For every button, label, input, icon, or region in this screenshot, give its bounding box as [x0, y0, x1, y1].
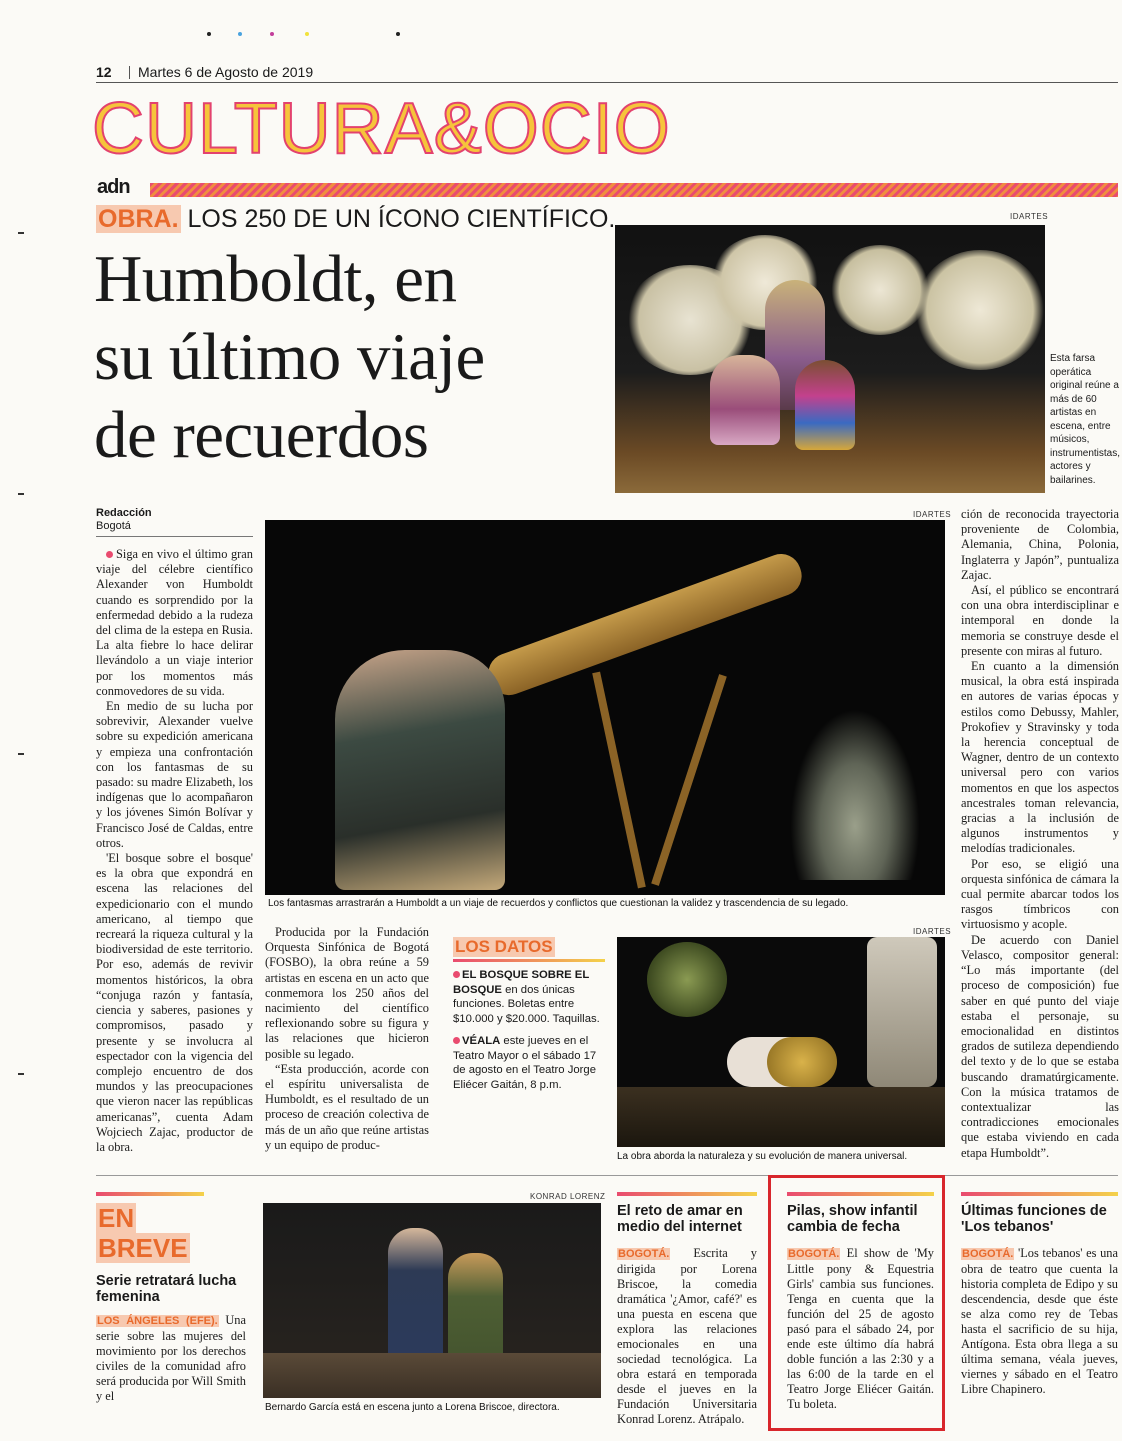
- article-column-1: [96, 547, 253, 1155]
- telescope-prop: [483, 548, 807, 700]
- margin-mark: [18, 493, 24, 495]
- byline: [96, 507, 152, 533]
- article-paragraph: Producida por la Fundación Orquesta Sinfónica de Bogotá (FOSBO), la obra reúne a 59 artistas en escena en un acto que conmemora los 250 años del nacimiento del científico reflexionando sobre su figura y las relaciones que hicieron posible su legado.: [265, 925, 429, 1061]
- datos-item: [453, 1034, 605, 1092]
- page-date: Martes 6 de Agosto de 2019: [138, 64, 314, 80]
- byline-place: Bogotá: [96, 520, 131, 532]
- headline-line: su último viaje: [94, 320, 485, 394]
- section-divider: [96, 1175, 1118, 1176]
- article-paragraph: [96, 547, 253, 699]
- brief-location: BOGOTÁ.: [788, 1248, 840, 1260]
- headline: [94, 240, 485, 474]
- article-kicker: [96, 205, 615, 234]
- page-number: 12: [96, 64, 112, 80]
- brief-body: 'Los tebanos' es una obra de teatro que cuenta la historia completa de Edipo y su descendencia, desde que éste se alza como rey de Tebas hasta el sacrificio de su hija, Antígona. Esta obra llega a su última semana, véala jueves, viernes y sábado en el Teatro Libre Chapinero.: [961, 1246, 1118, 1396]
- brief-title: Pilas, show infantil cambia de fecha: [787, 1203, 918, 1235]
- brief-title: El reto de amar en medio del internet: [617, 1203, 743, 1235]
- kicker-text: LOS 250 DE UN ÍCONO CIENTÍFICO.: [187, 205, 616, 233]
- brief-body: El show de 'My Little pony & Equestria Girls' cambia sus funciones. Tenga en cuenta que la función del 25 de agosto pasó para el sábado 24, por ende este último día habrá doble función a las 2:30 y a las 6:00 de la tarde en el Teatro Jorge Eliécer Gaitán. Tu boleta.: [787, 1246, 934, 1411]
- breve-rule: [96, 1192, 204, 1196]
- brief-text: [96, 1313, 246, 1408]
- stage-photo-couple: [263, 1203, 601, 1398]
- plant-prop: [785, 700, 925, 880]
- datos-rule: [453, 959, 605, 962]
- stage-photo-nature: [617, 937, 945, 1147]
- brief-text: [787, 1246, 934, 1412]
- actor-figure: [867, 937, 937, 1087]
- datos-item-label: VÉALA: [462, 1035, 501, 1047]
- brief-rule: [617, 1192, 757, 1196]
- article-column-2: [265, 925, 429, 1153]
- brief-text: [617, 1246, 757, 1427]
- article-paragraph: ción de reconocida trayectoria proveniente de Colombia, Alemania, China, Polonia, Inglaterra y Japón”, puntualiza Zajac.: [961, 507, 1119, 582]
- photo-credit: KONRAD LORENZ: [530, 1192, 606, 1201]
- datos-box: [453, 937, 605, 1092]
- article-paragraph: En cuanto a la dimensión musical, la obra está inspirada en autores de varias épocas y estilos como Debussy, Mahler, Prokofiev y Stravinsky y toda la herencia conceptual de Wagner, dentro de un contexto universal pero con varios momentos en que los aspectos ancestrales toman relevancia, gracias a la inclusión de algunos instrumentos y melodías tradicionales.: [961, 659, 1119, 856]
- registration-dot: [207, 32, 211, 36]
- breve-label: [96, 1203, 190, 1263]
- brand-logo: adn: [97, 176, 130, 198]
- datos-item: [453, 968, 605, 1026]
- byline-rule: [96, 536, 253, 537]
- bullet-dot: [453, 1037, 460, 1044]
- headline-line: de recuerdos: [94, 398, 429, 472]
- margin-mark: [18, 1073, 24, 1075]
- margin-mark: [18, 232, 24, 234]
- registration-dot: [305, 32, 309, 36]
- photo-caption: Bernardo García está en escena junto a Lorena Briscoe, directora.: [265, 1402, 560, 1413]
- photo-caption: La obra aborda la naturaleza y su evolución de manera universal.: [617, 1151, 908, 1162]
- brand-bar: [150, 183, 1118, 197]
- headline-line: Humboldt, en: [94, 242, 457, 316]
- article-column-4: [961, 507, 1119, 1161]
- brief-text: [961, 1246, 1118, 1397]
- datos-title: LOS DATOS: [455, 937, 553, 956]
- cloud-prop: [915, 250, 1045, 370]
- rose-prop: [647, 942, 727, 1017]
- article-paragraph: De acuerdo con Daniel Velasco, compositor general: “Lo más importante (del proceso de composición) fue saber en qué punto del viaje estaba el personaje, su emocionalidad en distintos grados de sutileza dependiendo del texto y de lo que se estaba buscando dramatúrgicamente. Con la música tratamos de contextualizar las contradicciones emocionales que estaba viviendo en cada etapa Humboldt”.: [961, 932, 1119, 1160]
- margin-mark: [18, 753, 24, 755]
- brief-rule: [961, 1192, 1118, 1196]
- breve-label-line: BREVE: [98, 1233, 188, 1263]
- tripod-leg: [592, 672, 646, 889]
- breve-label-line: EN: [98, 1203, 135, 1233]
- article-paragraph: Así, el público se encontrará con una obra interdisciplinar e intemporal en donde la memoria se construye desde el presente con miras al futuro.: [961, 583, 1119, 658]
- byline-author: Redacción: [96, 507, 152, 519]
- datos-item-text: este jueves en el Teatro Mayor o el sábado 17 de agosto en el Teatro Jorge Eliécer Gaitán, 8 p.m.: [453, 1035, 597, 1091]
- actor-figure: [710, 355, 780, 445]
- stage-floor: [617, 1087, 945, 1147]
- stage-photo-opera: [615, 225, 1045, 493]
- datos-item-label: EL BOSQUE SOBRE EL BOSQUE: [453, 969, 590, 996]
- folio-divider: [129, 66, 130, 79]
- section-title: CULTURA&OCIO: [92, 89, 671, 169]
- brief-title: Serie retratará lucha femenina: [96, 1273, 237, 1305]
- datos-item-text: en dos únicas funciones. Boletas entre $10.000 y $20.000. Taquillas.: [453, 983, 600, 1025]
- brief-location: BOGOTÁ.: [618, 1248, 670, 1260]
- article-paragraph: “Esta producción, acorde con el espíritu universalista de Humboldt, es el resultado de un proceso de creación colectiva de más de un año que reúne artistas y un equipo de produc-: [265, 1061, 429, 1152]
- kicker-label: OBRA.: [98, 205, 179, 233]
- bullet-dot: [453, 971, 460, 978]
- brief-rule: [787, 1192, 934, 1196]
- table-prop: [263, 1353, 601, 1398]
- paragraph-text: Siga en vivo el último gran viaje del célebre científico Alexander von Humboldt cuando es sorprendido por la enfermedad debido a la rudeza del clima de la estepa en Rusia. La alta fiebre lo hace delirar llevándolo a un viaje interior por los momentos más conmovedores de su vida.: [96, 547, 253, 698]
- brief-location: LOS ÁNGELES (EFE).: [97, 1315, 218, 1327]
- brief-title: Últimas funciones de 'Los tebanos': [961, 1203, 1107, 1235]
- registration-dot: [396, 32, 400, 36]
- registration-dot: [270, 32, 274, 36]
- photo-credit: IDARTES: [913, 510, 952, 519]
- registration-dot: [238, 32, 242, 36]
- photo-caption: Los fantasmas arrastrarán a Humboldt a un viaje de recuerdos y conflictos que cuestionan la validez y trascendencia de su legado.: [268, 898, 849, 909]
- actor-figure: [335, 650, 505, 890]
- cloud-prop: [830, 245, 930, 335]
- bullet-dot: [106, 551, 113, 558]
- photo-credit: IDARTES: [913, 927, 952, 936]
- folio: [96, 64, 1118, 83]
- brief-body: Una serie sobre las mujeres del movimiento por los derechos civiles de la comunidad afro será producida por Will Smith y el: [96, 1313, 246, 1403]
- article-paragraph: 'El bosque sobre el bosque' es la obra que expondrá en escena las relaciones del expedicionario con el mundo americano, al tiempo que recreará la riqueza cultural y la biodiversidad de este territorio. Por eso, además de revivir momentos históricos, la obra “conjuga razón y fantasía, ciencia y saberes, pasiones y compromisos, pasado y presente y se involucra al espectador con la vigencia del complejo encuentro de dos mundos y las preocupaciones que vieron nacer las repúblicas americanas”, cuenta Adam Wojciech Zajac, productor de la obra.: [96, 851, 253, 1154]
- article-paragraph: Por eso, se eligió una orquesta sinfónica de cámara la cual permite abarcar todos los rasgos tímbricos con virtuosismo y acople.: [961, 856, 1119, 932]
- photo-caption-side: Esta farsa operática original reúne a más de 60 artistas en escena, entre músicos, instrumentistas, actores y bailarines.: [1050, 353, 1121, 486]
- tripod-leg: [651, 674, 727, 886]
- jaguar-prop: [767, 1037, 837, 1087]
- brief-body: Escrita y dirigida por Lorena Briscoe, la comedia dramática '¿Amor, café?' es una puesta en escena que explora las relaciones emocionales en una sociedad tecnológica. La obra estará en temporada desde el jueves en la Fundación Universitaria Konrad Lorenz. Atrápalo.: [617, 1246, 757, 1426]
- actor-figure: [795, 360, 855, 450]
- photo-credit: IDARTES: [1010, 212, 1049, 221]
- article-paragraph: En medio de su lucha por sobrevivir, Alexander vuelve sobre su expedición americana y empieza una confrontación con los fantasmas de su pasado: su madre Elizabeth, los indígenas que lo acompañaron y los jóvenes Simón Bolívar y Francisco José de Caldas, entre otros.: [96, 699, 253, 850]
- stage-photo-telescope: [265, 520, 945, 895]
- brief-location: BOGOTÁ.: [962, 1248, 1014, 1260]
